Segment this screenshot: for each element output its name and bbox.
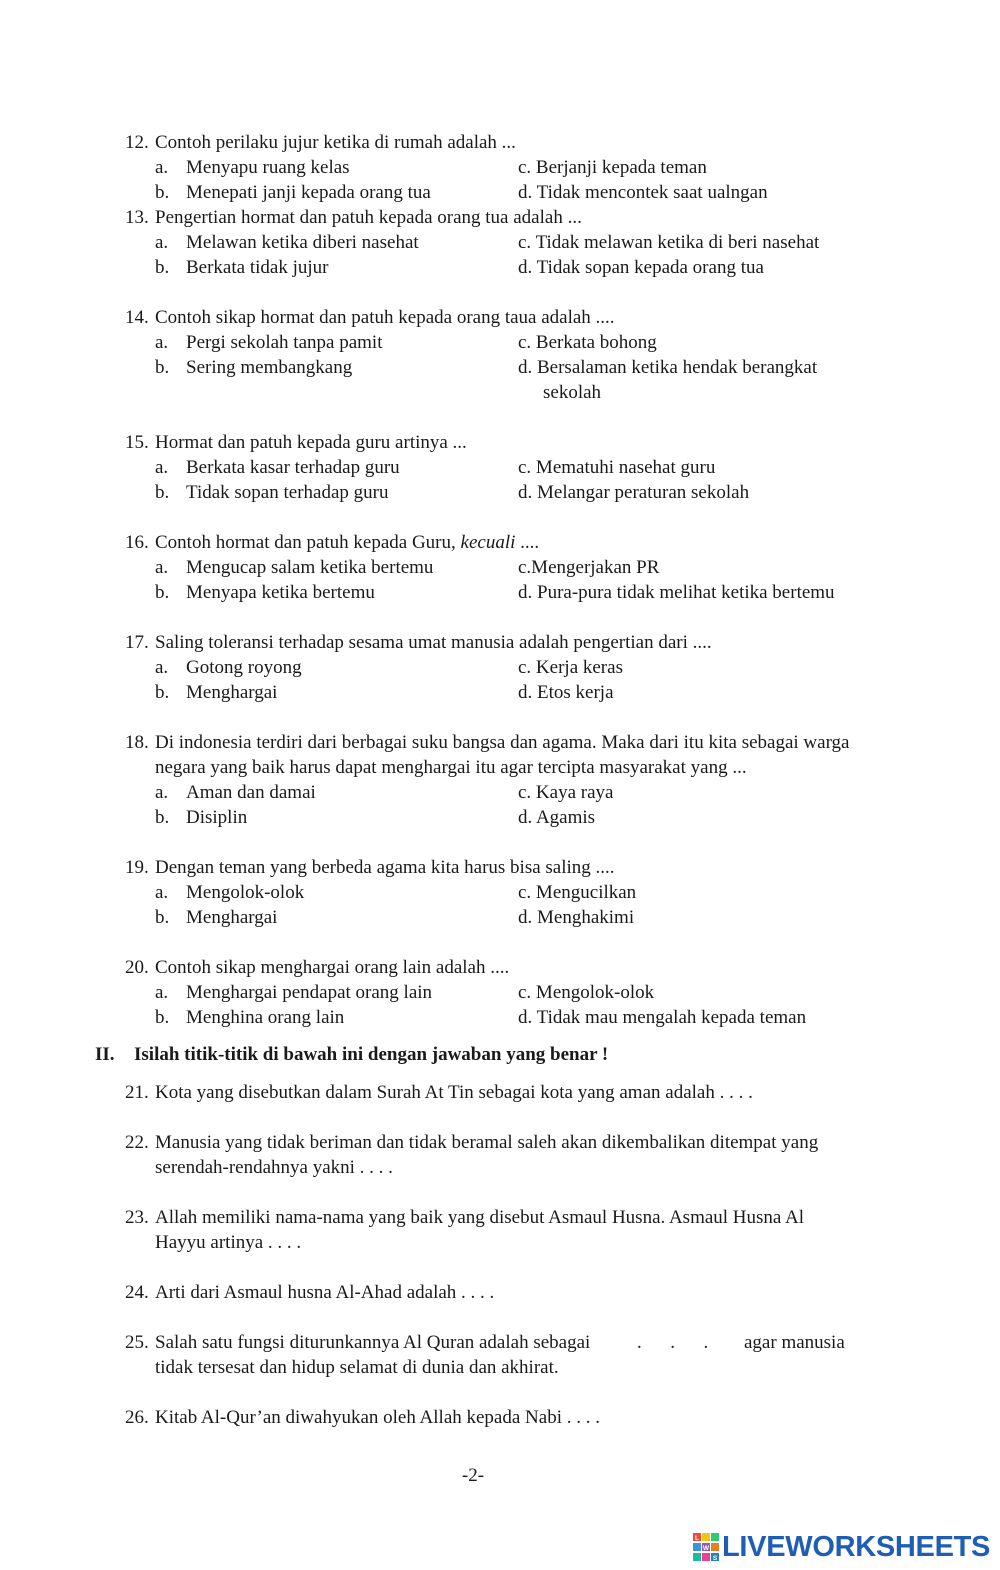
question-number: 16. [125,532,149,553]
question-text: Kitab Al-Qur’an diwahyukan oleh Allah kepada Nabi . . . . [155,1407,600,1428]
logo-letter: S [712,1555,718,1561]
question-text: Manusia yang tidak beriman dan tidak beramal saleh akan dikembalikan ditempat yang [155,1132,819,1153]
option-c: c.Mengerjakan PR [518,557,660,578]
question-number: 26. [125,1407,149,1428]
option-d: d. Agamis [518,807,596,828]
option-a: a. Melawan ketika diberi nasehat [155,232,419,253]
option-d: d. Bersalaman ketika hendak berangkat [518,357,818,378]
question-text: Hormat dan patuh kepada guru artinya ... [155,432,467,453]
option-a: a. Pergi sekolah tanpa pamit [155,332,383,353]
option-b: b. Sering membangkang [155,357,353,378]
option-b: b. Disiplin [155,807,248,828]
option-d: d. Menghakimi [518,907,635,928]
question-number: 12. [125,132,149,153]
question-number: 24. [125,1282,149,1303]
option-c: c. Mengolok-olok [518,982,655,1003]
liveworksheets-logo-icon [693,1533,719,1561]
option-c: c. Kerja keras [518,657,623,678]
option-c: c. Kaya raya [518,782,614,803]
page-number: -2- [461,1465,485,1486]
liveworksheets-brand [693,1530,991,1563]
option-a: a. Mengolok-olok [155,882,305,903]
question-number: 17. [125,632,149,653]
option-d-continuation: sekolah [543,382,602,403]
section-heading: II. Isilah titik-titik di bawah ini dengan jawaban yang benar ! [95,1044,609,1065]
question-text-continuation: serendah-rendahnya yakni . . . . [155,1157,393,1178]
option-a: a. Menghargai pendapat orang lain [155,982,433,1003]
question-number: 22. [125,1132,149,1153]
question-number: 14. [125,307,149,328]
option-b: b. Menghina orang lain [155,1007,345,1028]
question-text: Arti dari Asmaul husna Al-Ahad adalah . . . . [155,1282,495,1303]
question-text: Di indonesia terdiri dari berbagai suku bangsa dan agama. Maka dari itu kita sebagai warga [155,732,850,753]
option-b: b. Menghargai [155,907,278,928]
option-a: a. Aman dan damai [155,782,316,803]
option-b: b. Menepati janji kepada orang tua [155,182,431,203]
logo-letter: L [695,1535,699,1542]
option-b: b. Menghargai [155,682,278,703]
question-number: 18. [125,732,149,753]
option-d: d. Pura-pura tidak melihat ketika bertemu [518,582,835,603]
question-text: Dengan teman yang berbeda agama kita harus bisa saling .... [155,857,615,878]
option-b: b. Tidak sopan terhadap guru [155,482,389,503]
option-c: c. Mematuhi nasehat guru [518,457,716,478]
question-number: 15. [125,432,149,453]
question-text: Salah satu fungsi diturunkannya Al Quran adalah sebagai [155,1332,591,1353]
option-b: b. Menyapa ketika bertemu [155,582,375,603]
question-number: 19. [125,857,149,878]
logo-letter: W [702,1545,710,1552]
option-d: d. Melangar peraturan sekolah [518,482,750,503]
option-c: c. Tidak melawan ketika di beri nasehat [518,232,820,253]
question-text: Contoh sikap menghargai orang lain adalah .... [155,957,510,978]
question-number: 20. [125,957,149,978]
answer-blank: . . . [637,1332,709,1353]
question-text: Pengertian hormat dan patuh kepada orang tua adalah ... [155,207,582,228]
question-number: 13. [125,207,149,228]
question-text-tail: agar manusia [744,1332,845,1353]
option-a: a. Mengucap salam ketika bertemu [155,557,434,578]
question-text: Contoh hormat dan patuh kepada Guru, kecuali .... [155,532,540,553]
option-a: a. Menyapu ruang kelas [155,157,350,178]
option-c: c. Berkata bohong [518,332,657,353]
question-number: 25. [125,1332,149,1353]
brand-name: LIVEWORKSHEETS [722,1530,991,1563]
option-d: d. Tidak mencontek saat ualngan [518,182,768,203]
option-d: d. Etos kerja [518,682,614,703]
option-a: a. Gotong royong [155,657,302,678]
question-text: Allah memiliki nama-nama yang baik yang disebut Asmaul Husna. Asmaul Husna Al [155,1207,805,1228]
question-text: Saling toleransi terhadap sesama umat manusia adalah pengertian dari .... [155,632,712,653]
question-text-continuation: Hayyu artinya . . . . [155,1232,302,1253]
question-number: 23. [125,1207,149,1228]
option-d: d. Tidak mau mengalah kepada teman [518,1007,807,1028]
question-number: 21. [125,1082,149,1103]
question-text-continuation: negara yang baik harus dapat menghargai itu agar tercipta masyarakat yang ... [155,757,747,778]
question-text-continuation: tidak tersesat dan hidup selamat di dunia dan akhirat. [155,1357,559,1378]
question-text: Contoh perilaku jujur ketika di rumah adalah ... [155,132,516,153]
question-text: Contoh sikap hormat dan patuh kepada orang taua adalah .... [155,307,615,328]
question-text: Kota yang disebutkan dalam Surah At Tin sebagai kota yang aman adalah . . . . [155,1082,753,1103]
option-c: c. Mengucilkan [518,882,637,903]
option-b: b. Berkata tidak jujur [155,257,329,278]
option-d: d. Tidak sopan kepada orang tua [518,257,764,278]
option-c: c. Berjanji kepada teman [518,157,707,178]
option-a: a. Berkata kasar terhadap guru [155,457,400,478]
